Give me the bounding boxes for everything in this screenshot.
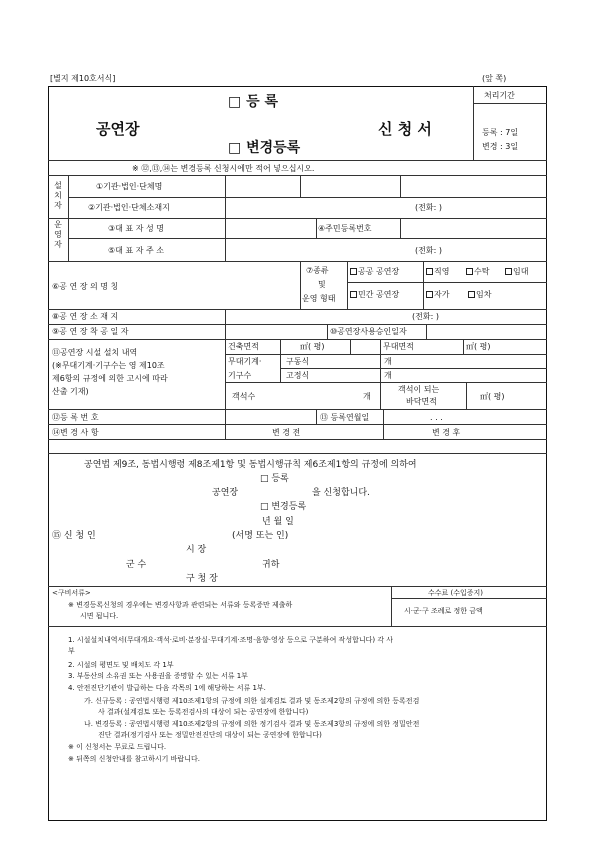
org-address-label: ②기관·법인·단체소재지 [88,203,170,212]
resident-no-label: ④주민등록번호 [318,224,372,233]
operator-label: 운영자 [54,220,62,249]
notice-text: ※ ⑫,⑬,⑭는 변경등록 신청시에만 적어 넣으십시오. [132,164,315,173]
statement-register-option[interactable]: □ 등록 [260,474,289,484]
facility-label-1: ⑪공연장 시설 설치 내역 [52,348,138,357]
fee-label: 수수료 (수입증지) [428,589,484,597]
processing-register: 등록 : 7일 [482,128,519,137]
facility-label-2: (※무대기계·기구수는 영 제10조 [52,361,165,370]
change-after-label: 변 경 후 [432,428,461,437]
title-application: 신 청 서 [378,120,432,138]
floor-area-label-1: 객석이 되는 [398,385,440,394]
floor-area-unit[interactable]: ㎡( 평) [480,392,505,401]
doc-item-4a-1: 가. 신규등록 : 공연법시행령 제10조제1항의 규정에 의한 설계검토 결과 및 동조제2항의 규정에 의한 등록전검 [84,697,420,705]
doc-item-4: 4. 안전진단기관이 발급하는 다음 각목의 1에 해당하는 서류 1부. [68,684,266,692]
fixed-type-label: 고정식 [286,371,310,380]
recipient-mayor: 시 장 [186,545,207,555]
rep-phone[interactable]: (전화: ) [415,246,442,255]
statement-apply: 을 신청합니다. [312,488,370,498]
reg-number-label: ⑫등 록 번 호 [52,413,99,422]
rep-address-label: ⑤대 표 자 주 소 [108,246,164,255]
statement-law: 공연법 제9조, 동법시행령 제8조제1항 및 동법시행규칙 제6조제1항의 규정에 의하여 [84,460,417,470]
processing-change: 변경 : 3일 [482,142,519,151]
facility-label-4: 산출 기재) [52,387,89,396]
stage-machine-label-1: 무대기계· [228,357,262,366]
setter-label: 설치자 [54,181,62,210]
floor-area-label-2: 바닥면적 [406,397,437,406]
building-area-unit[interactable]: ㎡( 평) [300,342,325,351]
construction-date-label: ⑨공 연 장 착 공 일 자 [52,327,129,336]
docs-header: <구비서류> [52,589,91,597]
title-venue: 공연장 [96,120,140,138]
note-free: ※ 이 신청서는 무료로 드립니다. [68,743,167,751]
venue-type-label-3: 운영 형태 [302,294,336,303]
approval-date-label: ⑩공연장사용승인일자 [330,327,407,336]
venue-type-label-1: ⑦종류 [306,266,329,275]
recipient-county: 군 수 [126,560,147,570]
title-register-option[interactable]: □ 등 록 [228,94,279,110]
org-name-label: ①기관·법인·단체명 [96,182,163,191]
reg-date-input[interactable]: . . . [430,413,443,422]
fee-value: 시·군·구 조례로 정한 금액 [404,607,483,615]
facility-label-3: 제6항의 규정에 의한 고시에 따라 [52,374,168,383]
option-consign[interactable]: 수탁 [466,267,489,277]
change-before-label: 변 경 전 [272,428,301,437]
option-private-venue[interactable]: 민간 공연장 [350,290,399,300]
venue-type-label-2: 및 [318,280,326,289]
doc-item-1: 1. 시설설치내역서(무대개요·객석·로비·분장실·무대기계·조명·음향·영상 등으로 구분하여 작성합니다) 각 사 [68,636,394,644]
doc-item-1-cont: 부 [68,647,75,655]
title-change-option[interactable]: □ 변경등록 [228,140,301,156]
reg-date-label: ⑬ 등록연월일 [320,413,370,422]
note-change-docs-2: 시면 됩니다. [80,612,119,620]
drive-count-unit[interactable]: 개 [384,357,392,366]
change-items-label: ⑭변 경 사 항 [52,428,99,437]
drive-type-label: 구동식 [286,357,310,366]
doc-item-4b-1: 나. 변경등록 : 공연법시행령 제10조제2항의 규정에 의한 정기검사 결과 및 동조제3항의 규정에 의한 정밀안전 [84,720,420,728]
processing-period-label: 처리기간 [484,91,515,100]
fixed-count-unit[interactable]: 개 [384,371,392,380]
doc-item-2: 2. 시설의 평면도 및 배치도 각 1부 [68,661,174,669]
option-public-venue[interactable]: 공공 공연장 [350,267,399,277]
doc-item-4b-2: 진단 결과(정기검사 또는 정밀안전진단의 대상이 되는 공연장에 한합니다) [98,731,322,739]
stage-machine-label-2: 기구수 [228,371,252,380]
seats-label: 객석수 [232,392,256,401]
statement-change-option[interactable]: □ 변경등록 [260,502,307,512]
form-reference: [별지 제10호서식] [50,74,116,83]
option-lease[interactable]: 임차 [468,290,491,300]
building-area-label: 건축면적 [228,342,259,351]
seats-unit[interactable]: 개 [363,392,371,401]
option-lease-out[interactable]: 임대 [505,267,528,277]
org-phone[interactable]: (전화: ) [415,203,442,212]
page-side-label: (앞 쪽) [482,74,507,83]
option-own[interactable]: 자가 [426,290,449,300]
venue-phone[interactable]: (전화: ) [412,312,439,321]
statement-venue: 공연장 [212,488,239,498]
recipient-district: 구 청 장 [186,574,218,584]
stage-area-unit[interactable]: ㎡( 평) [466,342,491,351]
venue-address-label: ⑧공 연 장 소 재 지 [52,312,119,321]
signature-placeholder[interactable]: (서명 또는 인) [232,531,289,541]
note-change-docs-1: ※ 변경등록신청의 경우에는 변경사항과 관련되는 서류와 등록증만 제출하 [68,601,293,609]
option-direct[interactable]: 직영 [426,267,449,277]
applicant-label: ⑮ 신 청 인 [52,531,96,541]
rep-name-label: ③대 표 자 성 명 [108,224,164,233]
note-guide: ※ 뒤쪽의 신청안내를 참고하시기 바랍니다. [68,755,200,763]
venue-name-label: ⑥공 연 장 의 명 칭 [52,282,119,291]
doc-item-4a-2: 사 결과(설계검토 또는 등록전검사의 대상이 되는 공연장에 한합니다) [98,708,309,716]
statement-date[interactable]: 년 월 일 [262,517,294,527]
recipient-honorific: 귀하 [262,560,280,570]
stage-area-label: 무대면적 [383,342,414,351]
doc-item-3: 3. 부동산의 소유권 또는 사용권을 증명할 수 있는 서류 1부 [68,672,248,680]
org-name-input[interactable] [228,178,298,194]
